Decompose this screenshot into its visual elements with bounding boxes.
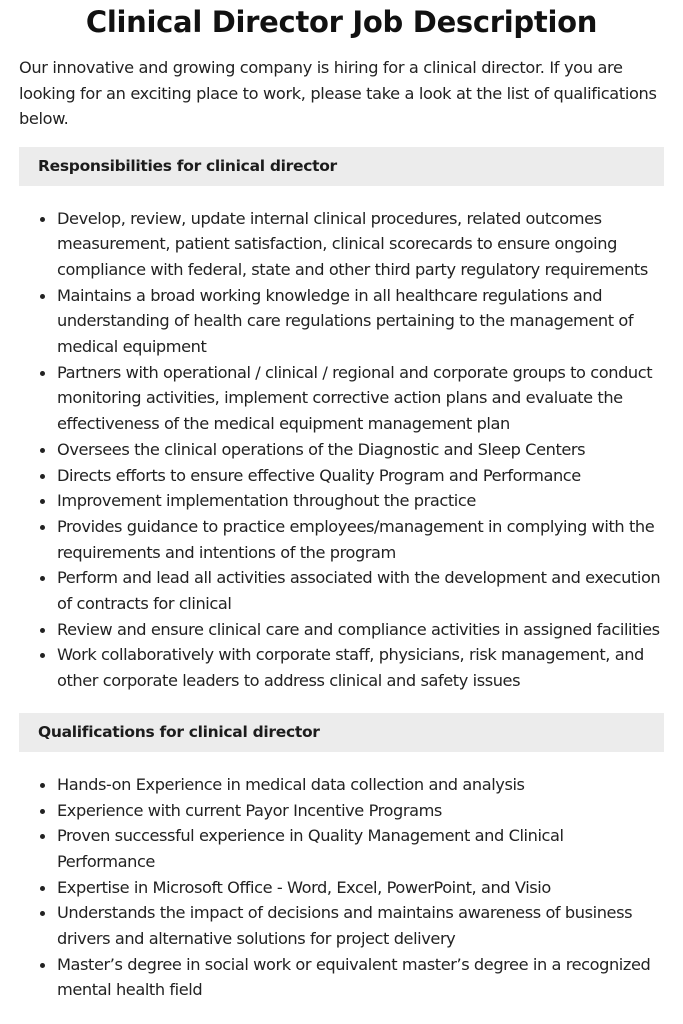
intro-paragraph: Our innovative and growing company is hiring for a clinical director. If you are looking for an exciting place to work, please take a look at the list of qualifications below. <box>19 58 657 128</box>
responsibility-item: Oversees the clinical operations of the Diagnostic and Sleep Centers <box>19 437 664 463</box>
responsibility-item: Review and ensure clinical care and compliance activities in assigned facilities <box>19 617 664 643</box>
qualifications-list <box>19 772 664 1003</box>
responsibility-item: Work collaboratively with corporate staff, physicians, risk management, and other corporate leaders to address clinical and safety issues <box>19 642 664 693</box>
qualification-item: Master’s degree in social work or equivalent master’s degree in a recognized mental health field <box>19 952 664 1003</box>
responsibility-item: Develop, review, update internal clinical procedures, related outcomes measurement, patient satisfaction, clinical scorecards to ensure ongoing compliance with federal, state and other third party regulatory requirements <box>19 206 664 283</box>
qualification-item: Experience with current Payor Incentive Programs <box>19 798 664 824</box>
responsibility-item: Directs efforts to ensure effective Quality Program and Performance <box>19 463 664 489</box>
page-title: Clinical Director Job Description <box>85 5 598 39</box>
responsibility-item: Perform and lead all activities associated with the development and execution of contracts for clinical <box>19 565 664 616</box>
responsibilities-list <box>19 206 664 694</box>
qualification-item: Expertise in Microsoft Office - Word, Excel, PowerPoint, and Visio <box>19 875 664 901</box>
responsibility-item: Maintains a broad working knowledge in all healthcare regulations and understanding of health care regulations pertaining to the management of medical equipment <box>19 283 664 360</box>
responsibilities-heading: Responsibilities for clinical director <box>19 147 664 186</box>
responsibility-item: Partners with operational / clinical / regional and corporate groups to conduct monitoring activities, implement corrective action plans and evaluate the effectiveness of the medical equipment management plan <box>19 360 664 437</box>
qualification-item: Understands the impact of decisions and maintains awareness of business drivers and alternative solutions for project delivery <box>19 900 664 951</box>
qualifications-heading: Qualifications for clinical director <box>19 713 664 752</box>
responsibility-item: Provides guidance to practice employees/management in complying with the requirements and intentions of the program <box>19 514 664 565</box>
qualification-item: Proven successful experience in Quality Management and Clinical Performance <box>19 823 664 874</box>
responsibility-item: Improvement implementation throughout the practice <box>19 488 664 514</box>
qualification-item: Hands-on Experience in medical data collection and analysis <box>19 772 664 798</box>
